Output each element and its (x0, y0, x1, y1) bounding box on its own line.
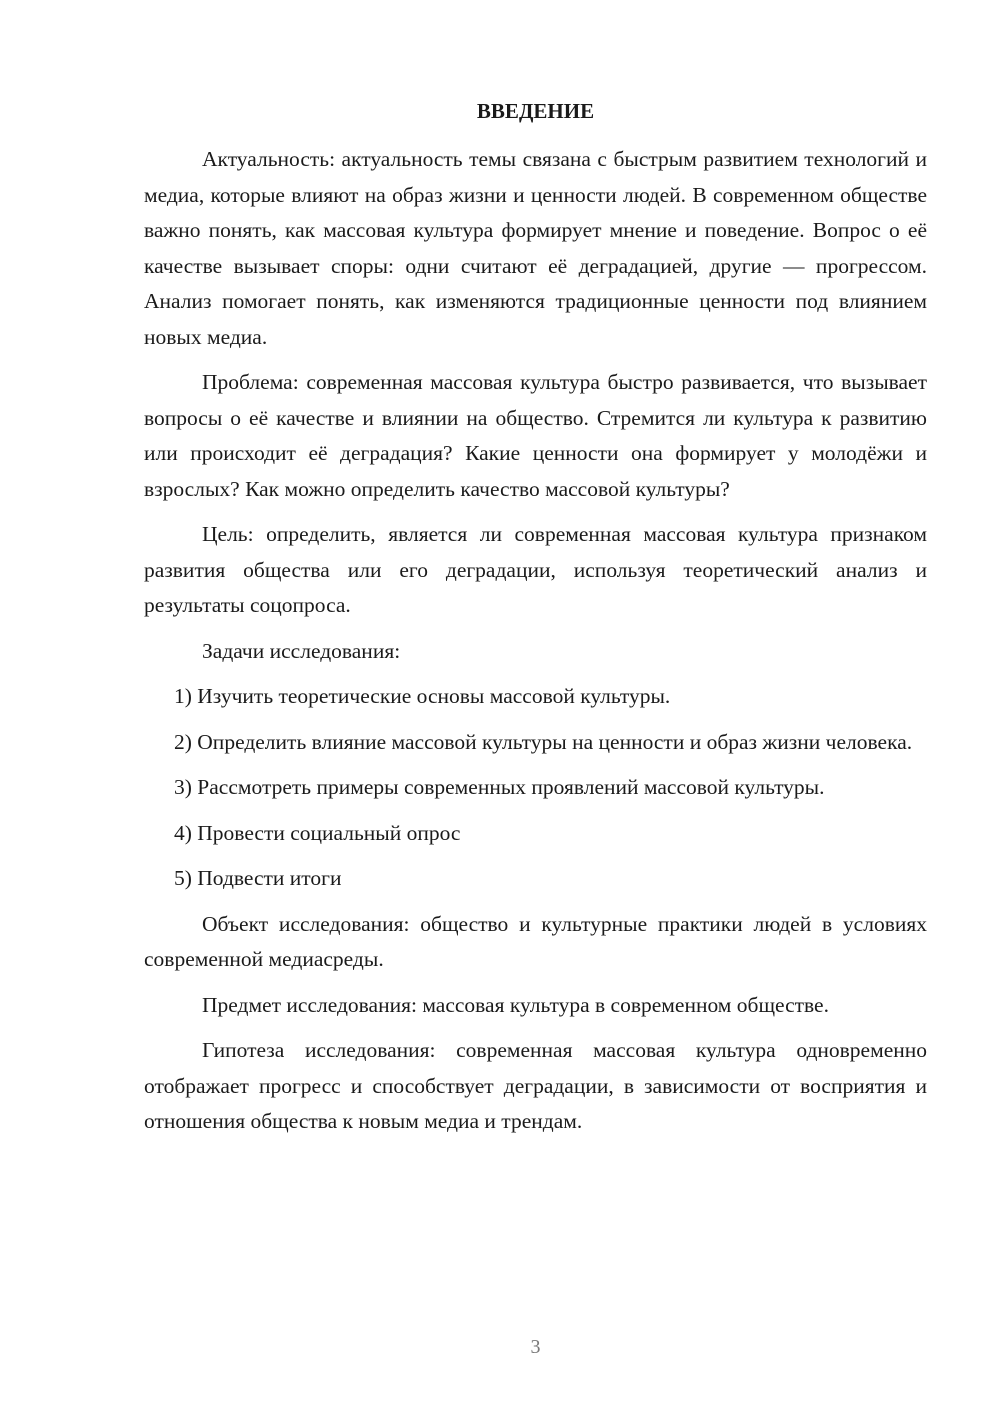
body-text (144, 142, 927, 1150)
task-item-3: 3) Рассмотреть примеры современных проявлений массовой культуры. (174, 775, 825, 799)
task-item-1: 1) Изучить теоретические основы массовой культуры. (174, 684, 671, 708)
paragraph-relevance: Актуальность: актуальность темы связана с быстрым развитием технологий и медиа, которые влияют на образ жизни и ценности людей. В современном обществе важно понять, как массовая культура формирует мнение и поведение. Вопрос о её качестве вызывает споры: одни считают её деградацией, другие — прогрессом. Анализ помогает понять, как изменяются традиционные ценности под влиянием новых медиа. (144, 147, 927, 349)
document-page (144, 0, 927, 1414)
paragraph-hypothesis: Гипотеза исследования: современная массовая культура одновременно отображает прогресс и способствует деградации, в зависимости от восприятия и отношения общества к новым медиа и трендам. (144, 1038, 927, 1133)
task-item-2: 2) Определить влияние массовой культуры на ценности и образ жизни человека. (174, 729, 913, 754)
paragraph-problem: Проблема: современная массовая культура быстро развивается, что вызывает вопросы о её качестве и влиянии на общество. Стремится ли культура к развитию или происходит её деградация? Какие ценности она формирует у молодёжи и взрослых? Как можно определить качество массовой культуры? (144, 370, 927, 501)
paragraph-tasks-heading: Задачи исследования: (202, 638, 401, 663)
paragraph-object: Объект исследования: общество и культурные практики людей в условиях современной медиасреды. (144, 911, 927, 971)
page-number: 3 (530, 1336, 541, 1358)
section-title: ВВЕДЕНИЕ (476, 99, 595, 123)
task-item-5: 5) Подвести итоги (174, 866, 342, 890)
paragraph-goal: Цель: определить, является ли современная массовая культура признаком развития общества или его деградации, используя теоретический анализ и результаты соцопроса. (144, 522, 927, 617)
paragraph-subject: Предмет исследования: массовая культура в современном обществе. (202, 992, 829, 1017)
task-item-4: 4) Провести социальный опрос (174, 820, 461, 845)
